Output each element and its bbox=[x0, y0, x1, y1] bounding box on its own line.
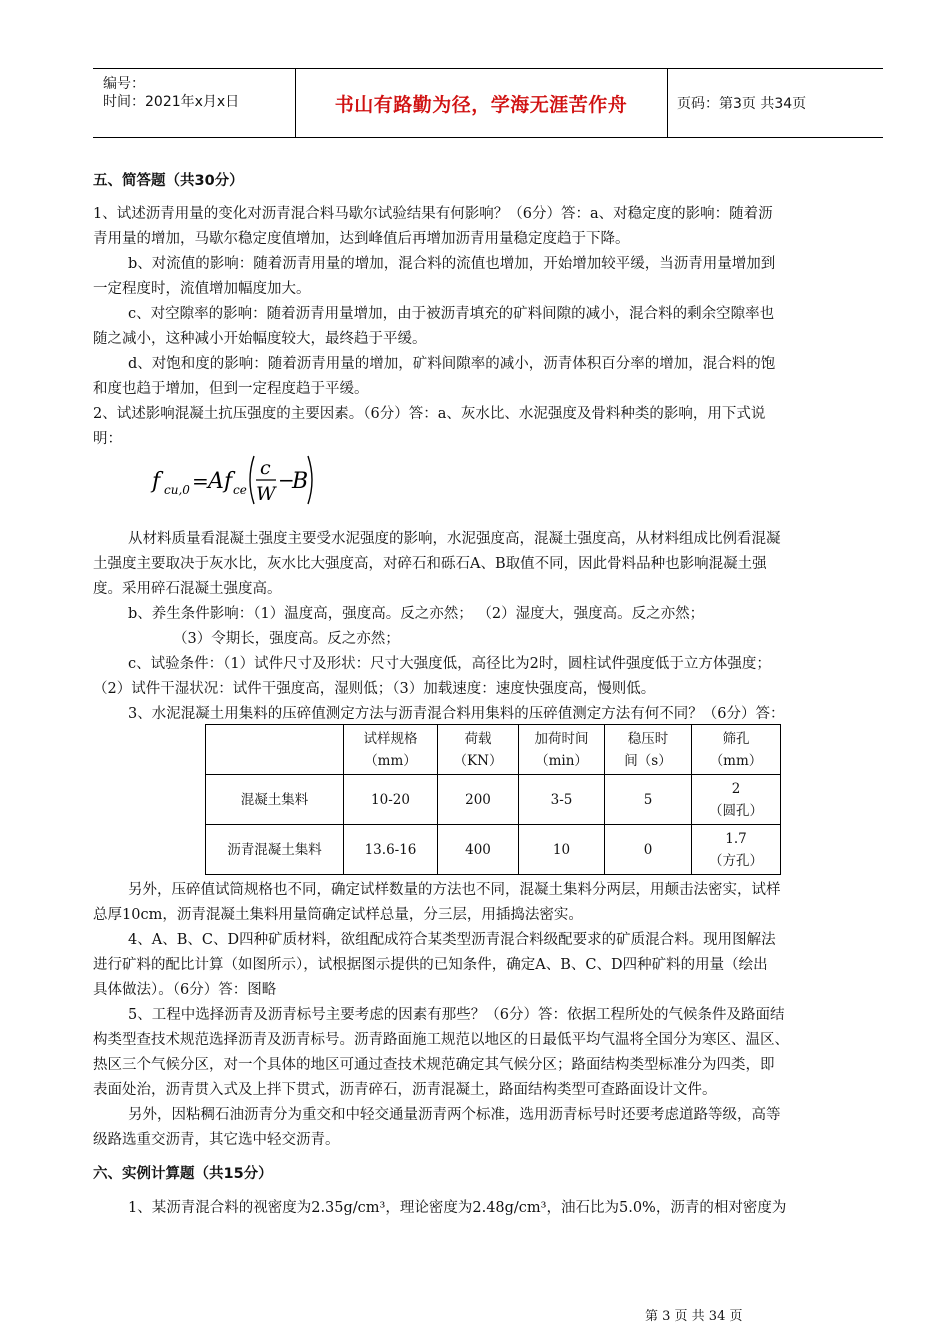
formula-sub-ce: ce bbox=[233, 483, 247, 497]
table-header-row bbox=[206, 725, 781, 775]
table-header-cell: 试样规格 （mm） bbox=[344, 725, 438, 775]
paragraph-line: 进行矿料的配比计算（如图所示），试根据图示提供的已知条件，确定A、B、C、D四种矿料的用量（绘出 bbox=[93, 957, 768, 973]
paragraph-line: 明： bbox=[93, 431, 122, 447]
page-footer: 第 3 页 共 34 页 bbox=[645, 1309, 743, 1324]
document-time-label: 时间：2021年x月x日 bbox=[103, 94, 240, 110]
paragraph-line: （2）试件干湿状况：试件干强度高，湿则低；（3）加载速度：速度快强度高，慢则低。 bbox=[93, 681, 656, 697]
page-info: 页码：第3页 共34页 bbox=[677, 96, 807, 112]
table-cell-time: 3-5 bbox=[519, 775, 605, 825]
paragraph-line: 级路选重交沥青，其它选中轻交沥青。 bbox=[93, 1132, 340, 1148]
table-header-cell: 筛孔 （mm） bbox=[692, 725, 781, 775]
table-cell-hold: 5 bbox=[605, 775, 692, 825]
table-cell-spec: 13.6-16 bbox=[344, 825, 438, 875]
table-cell-sieve: 2 （圆孔） bbox=[692, 775, 781, 825]
paragraph-line: 1、某沥青混合料的视密度为2.35g/cm³，理论密度为2.48g/cm³，油石比为5.0%，沥青的相对密度为 bbox=[128, 1200, 787, 1216]
paragraph-line: 青用量的增加，马歇尔稳定度值增加，达到峰值后再增加沥青用量稳定度趋于下降。 bbox=[93, 231, 630, 247]
table-cell-load: 200 bbox=[438, 775, 519, 825]
formula-sub-cu0: cu,0 bbox=[164, 483, 190, 497]
header-page-cell bbox=[667, 69, 883, 137]
header-meta-cell bbox=[93, 69, 296, 137]
table-cell-time: 10 bbox=[519, 825, 605, 875]
paragraph-line: （3）令期长，强度高。反之亦然； bbox=[173, 631, 400, 647]
table-cell-name: 沥青混凝土集料 bbox=[206, 825, 344, 875]
paragraph-line: b、对流值的影响：随着沥青用量的增加，混合料的流值也增加，开始增加较平缓，当沥青用量增加到 bbox=[128, 256, 776, 272]
formula-f: f bbox=[152, 469, 161, 494]
header-motto-cell bbox=[295, 69, 668, 137]
paragraph-line: 4、A、B、C、D四种矿质材料，欲组配成符合某类型沥青混合料级配要求的矿质混合料。现用图解法 bbox=[128, 932, 776, 948]
formula-f2: f bbox=[224, 469, 233, 494]
paragraph-line: d、对饱和度的影响：随着沥青用量的增加，矿料间隙率的减小，沥青体积百分率的增加，混合料的饱 bbox=[128, 356, 776, 372]
table-cell-spec: 10-20 bbox=[344, 775, 438, 825]
paragraph-line: 构类型查技术规范选择沥青及沥青标号。沥青路面施工规范以地区的日最低平均气温将全国分为寒区、温区、 bbox=[93, 1032, 789, 1048]
paragraph-line: c、对空隙率的影响：随着沥青用量增加，由于被沥青填充的矿料间隙的减小，混合料的剩余空隙率也 bbox=[128, 306, 775, 322]
paragraph-line: c、试验条件：（1）试件尺寸及形状：尺寸大强度低，高径比为2时，圆柱试件强度低于立方体强度； bbox=[128, 656, 771, 672]
paragraph-line: 表面处治，沥青贯入式及上拌下贯式，沥青碎石，沥青混凝土，路面结构类型可查路面设计文件。 bbox=[93, 1082, 717, 1098]
table-header-cell bbox=[206, 725, 344, 775]
paragraph-line: 热区三个气候分区，对一个具体的地区可通过查技术规范确定其气候分区；路面结构类型标准分为四类，即 bbox=[93, 1057, 775, 1073]
section-heading-short-answer: 五、简答题（共30分） bbox=[93, 173, 244, 189]
paragraph-line: 另外，压碎值试筒规格也不同，确定试样数量的方法也不同，混凝土集料分两层，用颠击法密实，试样 bbox=[128, 882, 781, 898]
paragraph-line: 随之减小，这种减小开始幅度较大，最终趋于平缓。 bbox=[93, 331, 427, 347]
formula-right-paren bbox=[308, 456, 312, 504]
paragraph-line: 2、试述影响混凝土抗压强度的主要因素。（6分）答：a、灰水比、水泥强度及骨料种类的影响，用下式说 bbox=[93, 406, 766, 422]
motto-text: 书山有路勤为径，学海无涯苦作舟 bbox=[334, 93, 628, 116]
document-number-label: 编号： bbox=[103, 76, 145, 92]
table-row bbox=[206, 775, 781, 825]
formula-numerator: c bbox=[260, 457, 271, 479]
formula-left-paren bbox=[250, 456, 254, 504]
formula-denominator: W bbox=[256, 483, 276, 505]
paragraph-line: 一定程度时，流值增加幅度加大。 bbox=[93, 281, 311, 297]
table-cell-sieve: 1.7 （方孔） bbox=[692, 825, 781, 875]
table-cell-hold: 0 bbox=[605, 825, 692, 875]
table-cell-load: 400 bbox=[438, 825, 519, 875]
paragraph-line: 1、试述沥青用量的变化对沥青混合料马歇尔试验结果有何影响？（6分）答：a、对稳定度的影响：随着沥 bbox=[93, 206, 773, 222]
section-heading-calculation: 六、实例计算题（共15分） bbox=[93, 1166, 273, 1182]
table-header-cell: 荷载 （KN） bbox=[438, 725, 519, 775]
table-header-cell: 加荷时间 （min） bbox=[519, 725, 605, 775]
table-cell-name: 混凝土集料 bbox=[206, 775, 344, 825]
paragraph-line: 5、工程中选择沥青及沥青标号主要考虑的因素有那些？（6分）答：依据工程所处的气候条件及路面结 bbox=[128, 1007, 785, 1023]
paragraph-line: 具体做法）。（6分）答：图略 bbox=[93, 982, 277, 998]
strength-formula bbox=[150, 450, 330, 510]
paragraph-line: 和度也趋于增加，但到一定程度趋于平缓。 bbox=[93, 381, 369, 397]
paragraph-line: 土强度主要取决于灰水比，灰水比大强度高，对碎石和砾石A、B取值不同，因此骨料品种也影响混凝土强 bbox=[93, 556, 767, 572]
paragraph-line: b、养生条件影响：（1）温度高，强度高。反之亦然； （2）湿度大，强度高。反之亦然； bbox=[128, 606, 705, 622]
formula-equals: = bbox=[192, 469, 209, 493]
paragraph-line: 从材料质量看混凝土强度主要受水泥强度的影响，水泥强度高，混凝土强度高，从材料组成比例看混凝 bbox=[128, 531, 781, 547]
formula-b: B bbox=[292, 469, 309, 494]
paragraph-line: 3、水泥混凝土用集料的压碎值测定方法与沥青混合料用集料的压碎值测定方法有何不同？（6分）答： bbox=[128, 706, 785, 722]
formula-a: A bbox=[208, 469, 224, 494]
table-header-cell: 稳压时 间（s） bbox=[605, 725, 692, 775]
table-row bbox=[206, 825, 781, 875]
paragraph-line: 总厚10cm，沥青混凝土集料用量筒确定试样总量，分三层，用插捣法密实。 bbox=[93, 907, 583, 923]
paragraph-line: 度。采用碎石混凝土强度高。 bbox=[93, 581, 282, 597]
paragraph-line: 另外，因粘稠石油沥青分为重交和中轻交通量沥青两个标准，选用沥青标号时还要考虑道路等级，高等 bbox=[128, 1107, 781, 1123]
page-header bbox=[93, 68, 883, 138]
formula-minus: − bbox=[278, 468, 295, 492]
crush-value-comparison-table bbox=[205, 724, 781, 875]
